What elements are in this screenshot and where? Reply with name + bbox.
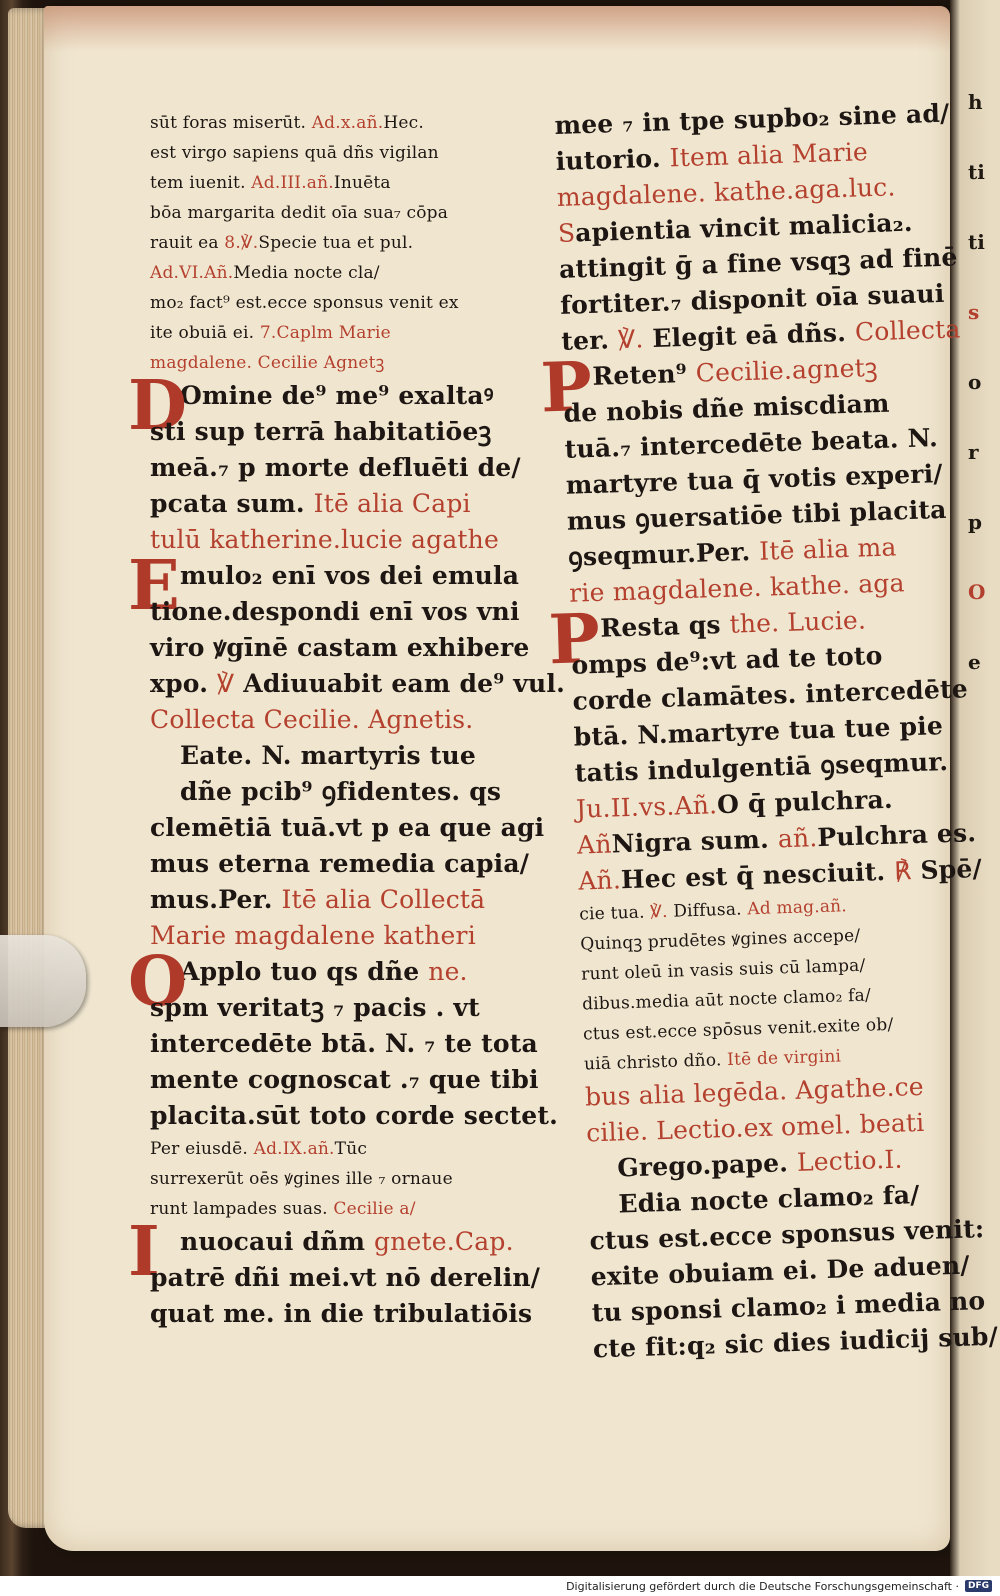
- rubric-text: ℣.: [617, 324, 644, 355]
- body-text: mus eterna remedia capia/: [150, 849, 530, 878]
- rubric-text: S: [557, 218, 576, 248]
- body-text: fortiter.₇ disponit oīa suaui: [559, 278, 945, 320]
- body-text: Omine de⁹ me⁹ exaltaꝰ: [180, 381, 494, 410]
- red-initial-letter: O: [128, 942, 188, 1022]
- text-line: [150, 1134, 560, 1164]
- text-line: [150, 702, 560, 738]
- body-text: Hec est q̄ nesciuit.: [620, 856, 895, 895]
- text-line: [150, 990, 560, 1026]
- rubric-text: ℟: [893, 856, 912, 886]
- text-line: [150, 846, 560, 882]
- body-text: dibus.media aūt nocte clamo₂ fa/: [581, 985, 872, 1015]
- red-initial-letter: E: [128, 546, 181, 626]
- body-text: martyre tua q̄ votis experi/: [565, 458, 944, 500]
- text-line: [150, 414, 560, 450]
- body-text: spm veritatꝫ ₇ pacis . vt: [150, 993, 480, 1022]
- left-text-column: [128, 108, 566, 1332]
- body-text: Pulchra es.: [816, 818, 977, 853]
- body-text: uiā christo dño.: [583, 1050, 728, 1075]
- body-text: Grego.pape.: [616, 1147, 798, 1183]
- rubric-text: Ad.VI.Añ.: [150, 263, 234, 283]
- red-initial-letter: D: [128, 366, 188, 446]
- text-line: [150, 108, 560, 138]
- rubric-text: Item alia Marie: [669, 137, 869, 173]
- rubric-text: ℣.: [649, 901, 669, 923]
- text-line: [150, 666, 566, 702]
- body-text: viro ꝟgīnē castam exhibere: [150, 633, 530, 662]
- next-page-fragment: s: [968, 300, 980, 324]
- rubric-text: Marie magdalene katheri: [150, 921, 476, 950]
- text-line: [150, 882, 560, 918]
- rubric-text: Cecilie.agnetꝫ: [695, 352, 879, 388]
- text-line: [150, 1098, 560, 1134]
- body-text: attingit ḡ a fine vsqꝫ ad finē: [558, 242, 958, 284]
- rubric-text: 7.Caplm Marie: [259, 323, 391, 343]
- rubric-text: Cecilie a/: [333, 1199, 416, 1219]
- body-text: surrexerūt oēs ꝟgines ille ₇ ornaue: [150, 1169, 453, 1189]
- rubric-text: Ju.II.vs.Añ.: [575, 790, 718, 824]
- text-line: [150, 168, 560, 198]
- right-text-column: [539, 96, 999, 1367]
- text-line: [150, 918, 560, 954]
- body-text: patrē dñi mei.vt nō derelin/: [150, 1263, 541, 1292]
- body-text: mulo₂ enī vos dei emula: [180, 561, 520, 590]
- rubric-text: Collecta: [854, 314, 961, 347]
- body-text: tem iuenit.: [150, 173, 252, 193]
- body-text: rauit ea: [150, 233, 225, 253]
- next-page-fragment: O: [968, 580, 986, 604]
- text-line: [150, 486, 560, 522]
- body-text: apientia vincit malicia₂.: [574, 207, 914, 248]
- next-page-fragment: ti: [968, 160, 985, 184]
- body-text: Elegit eā dñs.: [643, 317, 856, 354]
- text-line: [150, 258, 560, 288]
- body-text: iutorio.: [555, 143, 671, 176]
- rubric-text: cilie. Lectio.ex omel. beati: [585, 1107, 925, 1148]
- rubric-text: Ad.III.añ.: [251, 173, 334, 193]
- rubric-text: Collecta Cecilie. Agnetis.: [150, 705, 474, 734]
- body-text: Spē/: [911, 853, 983, 886]
- next-page-fragment: o: [968, 370, 982, 394]
- text-line: [150, 348, 560, 378]
- body-text: mee ₇ in tpe supbo₂ sine ad/: [554, 98, 950, 140]
- body-text: exite obuiam ei. De aduen/: [590, 1250, 971, 1292]
- body-text: quat me. in die tribulatiōis: [150, 1299, 533, 1328]
- footer-bar: [0, 1576, 1000, 1596]
- text-line: [150, 738, 560, 774]
- next-page-fragment: e: [968, 650, 981, 674]
- body-text: tatis indulgentiā ꝯseqmur.: [574, 746, 949, 788]
- rubric-text: Itē alia Capi: [313, 489, 471, 518]
- rubric-text: Añ.: [577, 865, 622, 896]
- body-text: Quinqꝫ prudētes ꝟgines accepe/: [579, 925, 861, 955]
- rubric-text: Añ: [576, 829, 613, 860]
- text-line: [150, 630, 560, 666]
- next-page-fragment: ti: [968, 230, 985, 254]
- text-line: [150, 138, 560, 168]
- text-line: [150, 810, 560, 846]
- body-text: tuā.₇ intercedēte beata. N.: [564, 423, 939, 464]
- next-page-fragment: r: [968, 440, 979, 464]
- body-text: clemētiā tuā.vt p ea que agi: [150, 813, 545, 842]
- body-text: Resta qs: [599, 609, 731, 643]
- body-text: Per eiusdē.: [150, 1139, 254, 1159]
- body-text: meā.₇ p morte defluēti de/: [150, 453, 521, 482]
- body-text: ꝯseqmur.Per.: [567, 536, 760, 572]
- body-text: est virgo sapiens quā dñs vigilan: [150, 143, 439, 163]
- body-text: O q̄ pulchra.: [716, 784, 894, 820]
- body-text: btā. N.martyre tua tue pie: [573, 711, 944, 752]
- body-text: Edia nocte clamo₂ fa/: [618, 1180, 920, 1219]
- body-text: Adiuuabit eam de⁹ vul.: [234, 669, 566, 698]
- rubric-text: Itē de virgini: [726, 1046, 842, 1071]
- rubric-text: bus alia legēda. Agathe.ce: [584, 1071, 925, 1112]
- body-text: Inuēta: [333, 173, 391, 193]
- body-text: omps de⁹:vt ad te toto: [571, 640, 883, 680]
- body-text: ctus est.ecce spōsus venit.exite ob/: [582, 1014, 894, 1045]
- text-line: [150, 594, 560, 630]
- rubric-text: gnete.Cap.: [374, 1227, 514, 1256]
- body-text: Tūc: [334, 1139, 368, 1159]
- rubric-text: añ.: [777, 823, 818, 854]
- red-initial-letter: P: [547, 598, 602, 681]
- body-text: placita.sūt toto corde sectet.: [150, 1101, 559, 1130]
- body-text: de nobis dñe miscdiam: [563, 388, 890, 428]
- body-text: bōa margarita dedit oīa sua₇ cōpa: [150, 203, 449, 223]
- body-text: pcata sum.: [150, 489, 314, 518]
- rubric-text: Lectio.I.: [796, 1144, 904, 1177]
- rubric-text: ne.: [428, 957, 468, 986]
- body-text: mente cognoscat .₇ que tibi: [150, 1065, 539, 1094]
- rubric-text: Itē alia Collectā: [281, 885, 486, 914]
- body-text: tu sponsi clamo₂ i media no: [591, 1286, 986, 1328]
- text-line: [150, 1026, 560, 1062]
- body-text: ter.: [560, 325, 619, 356]
- body-text: mus ꝯuersatiōe tibi placita: [566, 494, 947, 536]
- red-initial-letter: I: [128, 1212, 161, 1292]
- body-text: runt lampades suas.: [150, 1199, 334, 1219]
- next-page-fragment: h: [968, 90, 983, 114]
- body-text: cte fit:q₂ sic dies iudicij sub/: [592, 1321, 999, 1364]
- text-line: [150, 228, 560, 258]
- body-text: Diffusa.: [667, 899, 748, 922]
- rubric-text: the. Lucie.: [729, 605, 867, 639]
- footer-credit: Digitalisierung gefördert durch die Deutsche Forschungsgemeinschaft ·: [566, 1579, 959, 1593]
- text-line: [150, 774, 560, 810]
- body-text: ctus est.ecce sponsus venit:: [589, 1214, 985, 1256]
- body-text: tione.despondi enī vos vni: [150, 597, 520, 626]
- rubric-text: magdalene. Cecilie Agnetꝫ: [150, 353, 385, 373]
- rubric-text: Ad mag.añ.: [747, 896, 848, 920]
- text-line: [150, 1296, 560, 1332]
- text-line: [150, 198, 560, 228]
- body-text: mus.Per.: [150, 885, 282, 914]
- body-text: Reten⁹: [591, 358, 697, 391]
- binding-clip: [0, 935, 86, 1027]
- text-line: [150, 1164, 560, 1194]
- body-text: mo₂ fact⁹ est.ecce sponsus venit ex: [150, 293, 459, 313]
- rubric-text: 8.℣.: [224, 233, 259, 253]
- body-text: sūt foras miserūt.: [150, 113, 312, 133]
- body-text: intercedēte btā. N. ₇ te tota: [150, 1029, 538, 1058]
- rubric-text: Ad.x.añ.: [311, 113, 384, 133]
- text-line: [150, 1260, 560, 1296]
- body-text: cie tua.: [579, 902, 651, 925]
- rubric-text: tulū katherine.lucie agathe: [150, 525, 499, 554]
- body-text: corde clamātes. intercedēte: [572, 674, 969, 716]
- next-page-fragment: p: [968, 510, 982, 534]
- rubric-text: magdalene. kathe.aga.luc.: [556, 172, 896, 212]
- body-text: dñe pcib⁹ ꝯfidentes. qs: [180, 777, 502, 806]
- text-line: [150, 522, 560, 558]
- body-text: nuocaui dñm: [180, 1227, 375, 1256]
- body-text: Nigra sum.: [611, 824, 779, 859]
- dfg-logo: DFG: [965, 1580, 992, 1592]
- body-text: Eate. N. martyris tue: [180, 741, 476, 770]
- text-line: [150, 1062, 560, 1098]
- rubric-text: rie magdalene. kathe. aga: [568, 568, 906, 608]
- body-text: Hec.: [383, 113, 424, 133]
- body-text: sti sup terrā habitatiōeꝫ: [150, 417, 492, 446]
- body-text: ite obuiā ei.: [150, 323, 260, 343]
- body-text: Specie tua et pul.: [258, 233, 414, 253]
- text-line: [150, 1194, 560, 1224]
- body-text: runt oleū in vasis suis cū lampa/: [580, 955, 866, 985]
- body-text: xpo.: [150, 669, 218, 698]
- rubric-text: Itē alia ma: [758, 532, 897, 566]
- text-line: [150, 318, 560, 348]
- rubric-text: Ad.IX.añ.: [253, 1139, 335, 1159]
- red-initial-letter: P: [539, 346, 594, 429]
- body-text: Media nocte cla/: [233, 263, 380, 283]
- text-line: [150, 288, 560, 318]
- text-line: [150, 450, 560, 486]
- body-text: Applo tuo qs dñe: [180, 957, 429, 986]
- rubric-text: ℣: [217, 669, 235, 698]
